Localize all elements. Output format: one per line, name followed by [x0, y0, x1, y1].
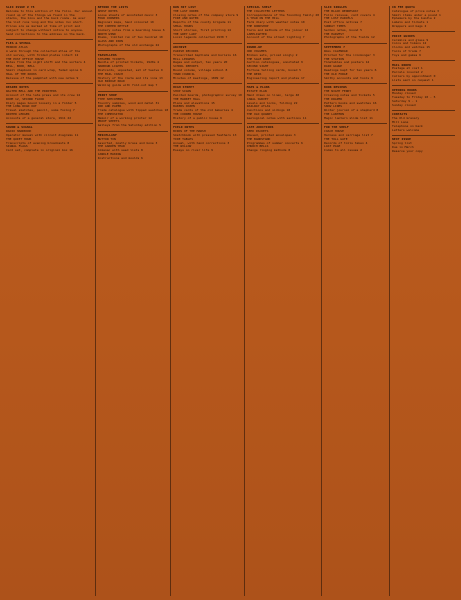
- listing-line: Letters welcome: [392, 127, 420, 132]
- listing-line: Wrappers and bags 2: [392, 23, 427, 28]
- listing-line: BIRDS OF THE MARSH: [173, 129, 206, 134]
- column-3: [171, 6, 245, 596]
- listing-line: Timetables and posters 14: [324, 60, 370, 65]
- listing-section: [247, 126, 319, 153]
- listing-line: RADIO HANDBOOK: [6, 129, 32, 134]
- listing-section: [173, 86, 242, 120]
- listing-line: Local legends collected 1930 7: [173, 35, 228, 40]
- listing-line: History of the route and its inns 13: [97, 75, 163, 80]
- section-heading: MAPS & PLANS: [246, 85, 270, 90]
- listing-section: [324, 86, 387, 120]
- section-divider: [247, 83, 319, 84]
- listing-line: THE LANTERN: [324, 111, 344, 116]
- listing-line: THE STATION: [324, 56, 344, 61]
- listing-line: Postage at cost 1: [392, 66, 423, 71]
- listing-line: THE CORNER HOUSE: [173, 111, 203, 116]
- listing-line: Trade cards of the old bakeries 4: [173, 108, 233, 113]
- listing-line: Smithy accounts and tools 9: [324, 75, 373, 80]
- listing-line: BUTTON TIN: [97, 136, 116, 141]
- listing-line: Sketchbook with pressed feathers 13: [173, 133, 237, 138]
- section-divider: [392, 110, 455, 111]
- listing-section: [98, 54, 168, 88]
- listing-line: Almanac with seed lists 8: [97, 148, 143, 153]
- section-heading: BOOK REVIEWS: [324, 85, 347, 90]
- listing-line: Levels and locks, folding 22: [246, 100, 298, 105]
- listing-line: Fortune telling cards, boxed 5: [246, 67, 301, 72]
- listing-line: THE QUIET HOUR: [6, 136, 32, 141]
- listing-line: Records of tolls taken 4: [324, 140, 368, 145]
- listing-line: Walking guide with fold-out map 7: [97, 83, 158, 88]
- listing-line: THE LONG ROAD OUT: [6, 104, 37, 109]
- listing-line: THE GARDEN YEAR: [97, 144, 125, 149]
- listing-section: [98, 94, 168, 128]
- listing-line: Callers by appointment 0: [392, 73, 436, 78]
- listing-line: Tools and methods of the joiner 12: [246, 27, 309, 32]
- listing-line: OLD BRIDGE ROAD: [97, 79, 125, 84]
- listing-line: LAST PAGE: [324, 144, 341, 149]
- section-divider: [98, 91, 168, 92]
- listing-line: ODD VOLUMES: [246, 48, 267, 53]
- listing-line: Postcards, unposted, set of twelve 9: [97, 67, 163, 72]
- listing-line: Mill Lane: [392, 120, 409, 125]
- listing-line: Poems, limited run of two hundred 10: [97, 35, 163, 40]
- listing-line: Foundry samples, wood and metal 31: [97, 100, 160, 105]
- listing-line: THE WILLOW: [173, 144, 192, 149]
- listing-line: SUNDAY TIMES: [324, 23, 346, 28]
- listing-line: Cookery notes from a boarding house 6: [97, 27, 165, 32]
- listing-line: NORTH WIND: [97, 31, 116, 36]
- listing-line: Ephemera by the bundle 2: [392, 16, 436, 21]
- listing-line: THE NIGHT FERRY: [324, 89, 352, 94]
- listing-section: [247, 6, 319, 40]
- listing-line: GHOST NOTES: [97, 8, 118, 13]
- column-5: [322, 6, 390, 596]
- listing-line: Programmes of summer concerts 6: [246, 140, 303, 145]
- listing-line: WINTER LEDGER: [6, 111, 30, 116]
- listing-line: Transcribed baptisms and burials 16: [173, 52, 237, 57]
- listing-line: THE POST OFFICE HOUSE: [6, 56, 44, 61]
- listing-section: [324, 6, 387, 40]
- listing-line: THE GREY LADY: [173, 31, 197, 36]
- listing-line: old survey, with folded plates intact 12: [6, 52, 79, 57]
- section-heading: TRAVELLERS: [97, 52, 117, 57]
- listing-line: Geological notes with sections 11: [246, 115, 307, 120]
- listing-line: FOUR CORNERS: [97, 16, 120, 21]
- listing-line: Transcripts of evening broadcasts 8: [6, 140, 70, 145]
- listing-line: A walk through the collected atlas of the: [6, 48, 81, 53]
- listing-line: STEAMER TICKETS: [97, 56, 125, 61]
- listing-line: Hand drawn on linen, large 40: [246, 92, 300, 97]
- listing-line: Junctions and sidings 18: [246, 108, 291, 113]
- listing-line: SMALL HOURS: [173, 23, 194, 28]
- listing-line: THE COPPER KETTLE: [97, 23, 129, 28]
- listing-line: SNOW LINES: [324, 104, 343, 109]
- section-heading: SLIX ISSUE # 78: [6, 5, 35, 9]
- listing-line: Lists sent on request 1: [392, 77, 434, 82]
- listing-line: Tools of trade 7: [392, 48, 421, 53]
- listing-line: Ceramics and glass 9: [392, 37, 429, 42]
- section-divider: [6, 123, 93, 124]
- listing-line: Pattern books and swatches 16: [324, 100, 377, 105]
- listing-line: Plans and elevations 15: [173, 100, 215, 105]
- listing-line: Folio reissue, card covers 4: [324, 12, 375, 17]
- listing-line: THE WEIR: [246, 71, 262, 76]
- listing-section: [6, 126, 93, 153]
- section-heading: ARCHIVE: [173, 45, 187, 50]
- listing-line: Correspondence of the founding family 28: [246, 12, 320, 17]
- listing-section: [6, 42, 93, 80]
- listing-line: TOWN COUNCIL: [173, 71, 195, 76]
- listing-line: SEED PACKETS: [246, 129, 269, 134]
- listing-line: HALL OF THE ROOKS: [6, 71, 37, 76]
- listing-line: Account of the late press and its crew 14: [6, 92, 81, 97]
- section-heading: READER NOTES: [6, 85, 29, 90]
- listing-line: THE HARVEST: [324, 31, 344, 36]
- listing-line: The Old Granary: [392, 116, 420, 121]
- listing-line: PARISH RECORDS: [173, 48, 199, 53]
- section-heading: PRICE GUIDES: [392, 33, 415, 38]
- listing-line: Essays on river life 9: [173, 148, 213, 153]
- section-divider: [247, 43, 319, 44]
- column-4: [245, 6, 322, 596]
- listing-line: FIRE AND WATER: [173, 16, 199, 21]
- listing-line: Broken sets, priced singly 2: [246, 52, 298, 57]
- section-divider: [6, 83, 93, 84]
- listing-line: THE OLD FORGE: [324, 71, 348, 76]
- section-divider: [392, 31, 455, 32]
- listing-line: Crossing notes and tickets 5: [324, 92, 375, 97]
- listing-line: Labels and tickets 1: [392, 20, 429, 25]
- section-divider: [247, 123, 319, 124]
- listing-line: ESTATE PLAN: [246, 89, 267, 94]
- listing-line: MILL LEDGERS: [173, 56, 195, 61]
- listing-line: RAIN GAUGE: [324, 64, 343, 69]
- listing-line: Photographs of the old exchange 24: [97, 42, 160, 47]
- section-heading: HIGH STREET: [173, 85, 195, 90]
- listing-section: [392, 35, 455, 58]
- listing-line: CANAL SURVEY: [246, 96, 269, 101]
- section-heading: MAIL ORDER: [392, 62, 412, 67]
- section-heading: FIELD NOTES: [173, 125, 195, 130]
- section-divider: [324, 83, 387, 84]
- section-divider: [6, 39, 93, 40]
- listing-line: the list runs long and the notes run short.: [6, 20, 84, 25]
- listing-line: THE BLACK WEDNESDAY: [324, 8, 359, 13]
- listing-line: THE LOST PARCELS: [324, 16, 353, 21]
- section-heading: LATE ADDITIONS: [246, 125, 274, 130]
- listing-line: Trade catalogue with tipped swatches 18: [97, 108, 169, 113]
- section-heading: FLEA & SPINAL: [6, 41, 31, 46]
- section-heading: SEPTEMBER 7: [324, 45, 346, 50]
- listing-line: round up of the things we found in the: [6, 12, 75, 17]
- listing-line: Painted boards, photographic survey 10: [173, 92, 242, 97]
- listing-line: Printed for the ironmonger 3: [324, 52, 375, 57]
- section-divider: [324, 43, 387, 44]
- listing-line: Photographs of the fields 12: [324, 35, 375, 40]
- listing-line: Winter journal of a shepherd 8: [324, 108, 379, 113]
- listing-line: Regional maps, hand coloured 19: [97, 20, 154, 25]
- section-heading: BEYOND THE LISTS: [97, 5, 129, 9]
- listing-section: [324, 126, 387, 153]
- listing-line: Assorted, mostly brass and bone 3: [97, 140, 158, 145]
- listing-line: Harness and carriage list 7: [324, 133, 373, 138]
- listing-line: Saturday 9 - 1: [392, 98, 418, 103]
- listing-line: BAKERS DOZEN: [173, 104, 195, 109]
- listing-line: Telephone on back: [392, 123, 423, 128]
- listing-section: [324, 46, 387, 80]
- listing-line: Account of the street lighting 7: [246, 35, 305, 40]
- listing-line: SHOP SIGNS: [173, 89, 192, 94]
- listing-line: Reissue of the pamphlet with new notes 9: [6, 75, 79, 80]
- column-container: [4, 6, 457, 596]
- listing-line: Engineering report and plates 17: [246, 75, 305, 80]
- listing-line: GLASS AND IRON: [97, 39, 123, 44]
- listing-line: THE COMPOSITOR: [97, 111, 123, 116]
- listing-line: SIGNAL FLAGS: [6, 144, 28, 149]
- listing-line: TYPE SPECIMENS: [97, 96, 123, 101]
- listing-line: Annual, with hand corrections 3: [173, 140, 230, 145]
- listing-line: Operator manual with circuit diagrams 11: [6, 133, 79, 138]
- listing-line: TIDE TABLES: [173, 136, 194, 141]
- listing-line: Magic lantern slide list 11: [324, 115, 373, 120]
- listing-line: Loose sheets of annotated music 3: [97, 12, 158, 17]
- listing-line: THE MAIL COACH: [97, 71, 123, 76]
- section-divider: [392, 60, 455, 61]
- section-divider: [173, 43, 242, 44]
- listing-line: Post office notices 7: [324, 20, 362, 25]
- listing-line: Sermon notes, bound 5: [324, 27, 362, 32]
- listing-line: ROOM 12, SECOND FLOOR: [6, 96, 44, 101]
- section-divider: [173, 83, 242, 84]
- listing-line: Bundle of printed tickets, 1920s 4: [97, 60, 160, 65]
- listing-line: Send corrections to the address on the back.: [6, 31, 86, 36]
- listing-line: Accounts of a general store, 1911 22: [6, 115, 72, 120]
- listing-line: THE WORKSHOP: [246, 23, 269, 28]
- listing-line: WALL CALENDAR: [324, 48, 348, 53]
- listing-line: HARBOUR LIGHTS: [97, 64, 123, 69]
- section-heading: CONTACTS: [392, 112, 408, 117]
- column-1: [4, 6, 96, 596]
- listing-line: Catalogue of price notes 3: [392, 8, 439, 13]
- listing-line: Farm diary with weather notes 10: [246, 20, 305, 25]
- section-heading: MISCELLANY: [97, 133, 117, 138]
- listing-line: SECOND SIGHT: [246, 64, 269, 69]
- listing-line: subject to change without notice to anyone.: [6, 27, 84, 32]
- listing-section: [173, 6, 242, 40]
- listing-line: Reports of the county brigade 11: [173, 20, 231, 25]
- listing-line: Travel sketches, pencil, some foxing 7: [6, 108, 75, 113]
- section-divider: [324, 123, 387, 124]
- listing-section: [173, 126, 242, 153]
- section-heading: FOR THE SHELF: [324, 125, 349, 130]
- section-heading: OPENING HOURS: [392, 87, 417, 92]
- listing-line: THE COLLECTED LETTERS: [246, 8, 285, 13]
- section-heading: SPECIAL SHELF: [246, 5, 272, 9]
- listing-section: [392, 89, 455, 108]
- listing-line: Unused, printed envelopes 3: [246, 133, 296, 138]
- listing-line: Minutes of meetings, 1899 12: [173, 75, 224, 80]
- listing-line: stacks, the bins and the back rooms. As ever: [6, 16, 86, 21]
- listing-line: Toys and games 6: [392, 52, 421, 57]
- section-heading: SLIX SINGLES: [324, 5, 347, 9]
- column-2: [96, 6, 171, 596]
- listing-line: Spring list: [392, 141, 412, 146]
- section-divider: [392, 135, 455, 136]
- column-6: [390, 6, 457, 596]
- listing-line: Tuesday to Friday 10 - 5: [392, 95, 436, 100]
- section-heading: PRINT SHOP: [97, 92, 117, 97]
- listing-line: Readings kept for ten years 6: [324, 67, 377, 72]
- section-heading: NEXT ISSUE: [392, 137, 412, 142]
- listing-section: [392, 138, 455, 153]
- listing-line: CANDLE MAKING: [97, 152, 122, 157]
- listing-section: [98, 6, 168, 48]
- listing-section: [6, 86, 93, 120]
- listing-section: [247, 86, 319, 120]
- listing-line: BELL, BOOK, BELL: [6, 64, 35, 69]
- listing-section: [247, 46, 319, 80]
- listing-line: THE OLD QUARRY: [246, 111, 273, 116]
- listing-line: Due in March: [392, 145, 414, 150]
- section-heading: RUN HIT LIST: [173, 5, 197, 9]
- listing-line: SCHOOL REPORTS: [173, 64, 199, 69]
- listing-line: Sunday closed: [392, 102, 416, 107]
- listing-line: Instructions and moulds 6: [97, 155, 143, 160]
- listing-line: Small items under a pound 1: [392, 12, 441, 17]
- listing-line: PROOF SHEETS: [97, 119, 120, 124]
- listing-line: Coins and tokens 12: [392, 41, 427, 46]
- listing-line: Notes from the night shift and the sorters 4: [6, 60, 86, 65]
- listing-line: Bound volume, village school 8: [173, 67, 228, 72]
- listing-line: MIRROR ATLAS: [6, 45, 28, 50]
- listing-line: Diary pages bound loosely in a folder 5: [6, 100, 77, 105]
- listing-line: LAMPLIGHTER: [246, 31, 267, 36]
- section-heading: SOUND & SIGNAL: [6, 125, 33, 130]
- listing-line: INK AND PAPER: [97, 104, 122, 109]
- listing-line: Wages and output, ten years 20: [173, 60, 228, 65]
- listing-line: Prices are as marked at time of print and: [6, 23, 81, 28]
- listing-line: Small chapbook in card wrap, faded spine 6: [6, 67, 82, 72]
- listing-line: History of a public house 6: [173, 115, 222, 120]
- listing-section: [98, 134, 168, 161]
- listing-section: [173, 46, 242, 80]
- listing-section: [392, 113, 455, 132]
- listing-line: Monday closed: [392, 91, 416, 96]
- listing-line: Galleys from the Saturday edition 5: [97, 123, 161, 128]
- listing-line: THE BANDSTAND: [246, 136, 271, 141]
- listing-line: Parcels insured 2: [392, 70, 423, 75]
- listing-section: [6, 6, 93, 36]
- listing-line: THE TOLL GATE: [324, 136, 348, 141]
- section-divider: [98, 131, 168, 132]
- section-heading: ROUND-UP: [246, 45, 263, 50]
- listing-line: RAILWAY ATLAS: [246, 104, 271, 109]
- listing-line: THE MARKET HALL: [173, 96, 201, 101]
- section-divider: [98, 50, 168, 51]
- section-divider: [173, 123, 242, 124]
- listing-line: Clocks and watches 15: [392, 45, 430, 50]
- listing-line: Card set, complete in original box 16: [6, 148, 73, 153]
- listing-line: Short stories, first printing 14: [173, 27, 231, 32]
- listing-line: Memoir of a working printer 12: [97, 115, 152, 120]
- listing-line: Welcome to this edition of the folio. Our annual: [6, 8, 93, 13]
- listing-line: Reserve your copy: [392, 148, 423, 153]
- section-heading: IN FEE QUOTA: [392, 5, 415, 9]
- listing-line: THE DRAPER: [324, 96, 343, 101]
- listing-section: [392, 64, 455, 83]
- listing-line: COACH HOUSE: [324, 129, 344, 134]
- listing-line: Change ringing methods 8: [246, 148, 291, 153]
- listing-line: WALTER BELL AND THE PRINTERS: [6, 89, 57, 94]
- listing-line: CHURCH BELLS: [246, 144, 269, 149]
- listing-line: A YEAR ON THE HILL: [246, 16, 280, 21]
- section-divider: [392, 85, 455, 86]
- listing-line: THE SALE ROOM: [246, 56, 271, 61]
- listing-line: Closing notes of the company store 9: [173, 12, 239, 17]
- listing-line: Auction catalogues, annotated 9: [246, 60, 303, 65]
- listing-section: [392, 6, 455, 29]
- listing-line: Index to all issues 2: [324, 148, 362, 153]
- listing-line: THE LAST ORDER: [173, 8, 199, 13]
